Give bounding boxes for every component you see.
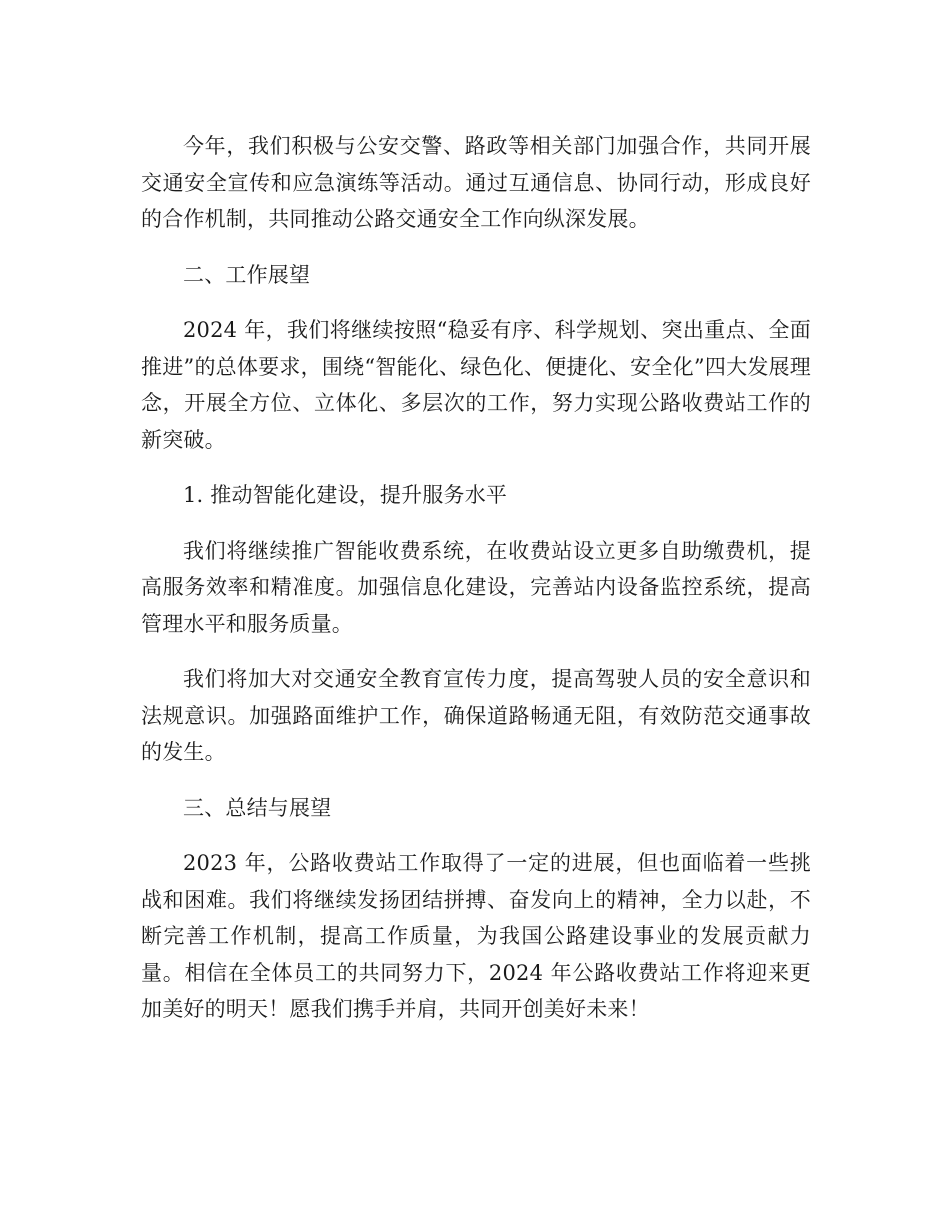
paragraph-safety-education: 我们将加大对交通安全教育宣传力度，提高驾驶人员的安全意识和法规意识。加强路面维护工作，确保道路畅通无阻，有效防范交通事故的发生。: [141, 667, 811, 764]
subheading-smart-construction: 1. 推动智能化建设，提升服务水平: [183, 483, 508, 507]
paragraph-smart-toll: 我们将继续推广智能收费系统，在收费站设立更多自助缴费机，提高服务效率和精准度。加强信息化建设，完善站内设备监控系统，提高管理水平和服务质量。: [141, 538, 811, 636]
section-heading-outlook: 二、工作展望: [183, 262, 311, 287]
document-body: [141, 128, 811, 1047]
paragraph-cooperation: 今年，我们积极与公安交警、路政等相关部门加强合作，共同开展交通安全宣传和应急演练等活动。通过互通信息、协同行动，形成良好的合作机制，共同推动公路交通安全工作向纵深发展。: [141, 134, 811, 231]
paragraph-2024-plan: 2024 年，我们将继续按照“稳妥有序、科学规划、突出重点、全面推进”的总体要求，围绕“智能化、绿色化、便捷化、安全化”四大发展理念，开展全方位、立体化、多层次的工作，努力实现公路收费站工作的新突破。: [141, 318, 811, 452]
section-heading-summary: 三、总结与展望: [183, 795, 332, 820]
paragraph-summary: 2023 年，公路收费站工作取得了一定的进展，但也面临着一些挑战和困难。我们将继续发扬团结拼搏、奋发向上的精神，全力以赴，不断完善工作机制，提高工作质量，为我国公路建设事业的发展贡献力量。相信在全体员工的共同努力下，2024 年公路收费站工作将迎来更加美好的明天！愿我们携手并肩，共同开创美好未来！: [141, 851, 811, 1021]
